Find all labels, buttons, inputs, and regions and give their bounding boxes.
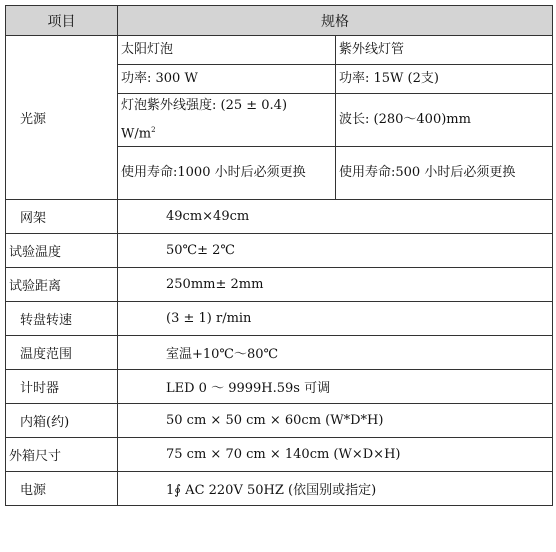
table-row — [6, 200, 553, 234]
wavelength-cell: 波长: (280～400)mm — [336, 94, 553, 147]
row-value: 室温+10℃～80℃ — [118, 336, 553, 370]
row-value: LED 0 ～ 9999H.59s 可调 — [118, 370, 553, 404]
table-row — [6, 302, 553, 336]
row-label: 温度范围 — [6, 336, 118, 370]
table-row — [6, 336, 553, 370]
row-label: 试验温度 — [6, 234, 118, 268]
table-row — [6, 472, 553, 506]
row-label: 外箱尺寸 — [6, 438, 118, 472]
uv-intensity-cell — [118, 94, 336, 147]
table-row — [6, 36, 553, 65]
sun-power-cell: 功率: 300 W — [118, 65, 336, 94]
uv-intensity-text: 灯泡紫外线强度: (25 ± 0.4) — [121, 98, 288, 113]
uv-intensity-sup: 2 — [151, 126, 156, 134]
row-label: 内箱(约) — [6, 404, 118, 438]
row-value: (3 ± 1) r/min — [118, 302, 553, 336]
row-value: 75 cm × 70 cm × 140cm (W×D×H) — [118, 438, 553, 472]
table-row — [6, 234, 553, 268]
uv-intensity-unit: W/m — [121, 126, 152, 142]
row-label: 计时器 — [6, 370, 118, 404]
header-row — [6, 6, 553, 36]
header-spec: 规格 — [118, 6, 553, 36]
sun-life-cell: 使用寿命:1000 小时后必须更换 — [118, 147, 336, 200]
light-source-label: 光源 — [6, 36, 118, 200]
header-item: 项目 — [6, 6, 118, 36]
table-row — [6, 404, 553, 438]
row-value: 50 cm × 50 cm × 60cm (W*D*H) — [118, 404, 553, 438]
spec-table — [5, 5, 553, 506]
table-row — [6, 438, 553, 472]
row-value: 50℃± 2℃ — [118, 234, 553, 268]
row-label: 试验距离 — [6, 268, 118, 302]
sun-lamp-cell: 太阳灯泡 — [118, 36, 336, 65]
row-value: 49cm×49cm — [118, 200, 553, 234]
row-value: 1∮ AC 220V 50HZ (依国别或指定) — [118, 472, 553, 506]
table-row — [6, 268, 553, 302]
row-label: 网架 — [6, 200, 118, 234]
uv-tube-cell: 紫外线灯管 — [336, 36, 553, 65]
row-label: 电源 — [6, 472, 118, 506]
uv-power-cell: 功率: 15W (2支) — [336, 65, 553, 94]
uv-life-cell: 使用寿命:500 小时后必须更换 — [336, 147, 553, 200]
row-label: 转盘转速 — [6, 302, 118, 336]
table-row — [6, 370, 553, 404]
row-value: 250mm± 2mm — [118, 268, 553, 302]
